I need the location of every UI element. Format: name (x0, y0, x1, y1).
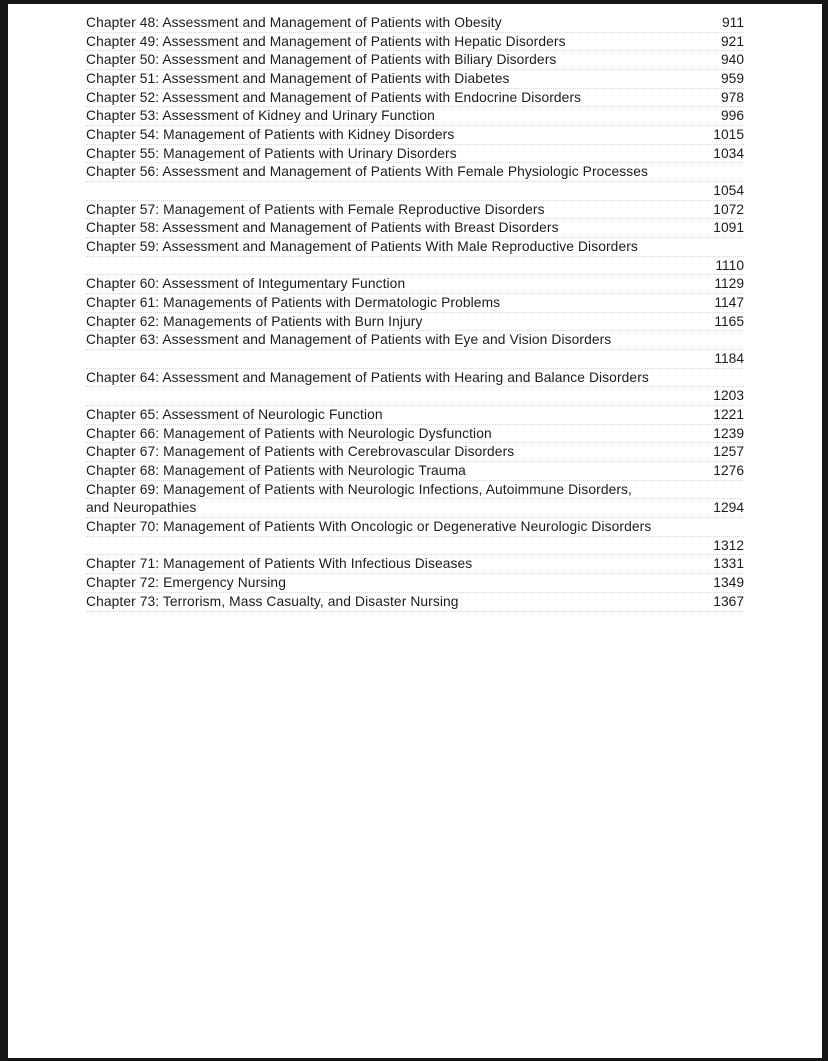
chapter-entry-text: Chapter 56: Assessment and Management of Patients With Female Physiologic Processes (86, 164, 648, 180)
chapter-entry-text: Chapter 65: Assessment of Neurologic Function (86, 407, 383, 423)
chapter-entry-text: Chapter 60: Assessment of Integumentary Function (86, 276, 406, 292)
toc-row (86, 555, 744, 574)
toc-row (86, 257, 744, 276)
page-number: 1276 (713, 463, 744, 479)
toc-row (86, 70, 744, 89)
toc-row (86, 537, 744, 556)
toc-row (86, 593, 744, 612)
chapter-entry-text: Chapter 73: Terrorism, Mass Casualty, and Disaster Nursing (86, 593, 459, 609)
page-number: 1054 (713, 183, 744, 199)
chapter-entry-text: Chapter 69: Management of Patients with Neurologic Infections, Autoimmune Disorders, (86, 481, 632, 497)
chapter-entry-text: Chapter 66: Management of Patients with Neurologic Dysfunction (86, 425, 492, 441)
chapter-entry-text: Chapter 57: Management of Patients with Female Reproductive Disorders (86, 201, 545, 217)
page-number: 1367 (713, 593, 744, 609)
page-number: 1331 (713, 556, 744, 572)
toc-row (86, 387, 744, 406)
page-number: 1221 (713, 407, 744, 423)
toc-row (86, 443, 744, 462)
page-number: 1034 (713, 145, 744, 161)
chapter-entry-text: Chapter 63: Assessment and Management of Patients with Eye and Vision Disorders (86, 332, 612, 348)
page-number: 978 (720, 89, 744, 105)
page-number: 1257 (713, 444, 744, 460)
toc-row (86, 126, 744, 145)
page-number: 996 (720, 108, 744, 124)
toc-row (86, 518, 744, 537)
chapter-entry-text: Chapter 71: Management of Patients With Infectious Diseases (86, 556, 473, 572)
chapter-entry-text: Chapter 48: Assessment and Management of Patients with Obesity (86, 15, 502, 30)
toc-row (86, 201, 744, 220)
toc-row (86, 425, 744, 444)
table-of-contents (86, 14, 744, 612)
toc-row (86, 462, 744, 481)
chapter-entry-text: Chapter 53: Assessment of Kidney and Urinary Function (86, 108, 435, 124)
page-number: 1072 (713, 201, 744, 217)
chapter-entry-text: Chapter 62: Managements of Patients with Burn Injury (86, 313, 423, 329)
toc-row (86, 145, 744, 164)
page-number: 1239 (713, 425, 744, 441)
chapter-entry-text: Chapter 68: Management of Patients with Neurologic Trauma (86, 463, 466, 479)
chapter-entry-text: Chapter 64: Assessment and Management of Patients with Hearing and Balance Disorders (86, 369, 649, 385)
page-number: 959 (720, 71, 744, 87)
toc-row (86, 275, 744, 294)
page-number: 1312 (713, 537, 744, 553)
toc-row (86, 499, 744, 518)
toc-row (86, 219, 744, 238)
chapter-entry-text: Chapter 70: Management of Patients With Oncologic or Degenerative Neurologic Disorders (86, 519, 652, 535)
toc-row (86, 182, 744, 201)
page-number: 940 (720, 52, 744, 68)
page-number: 1015 (713, 127, 744, 143)
chapter-entry-text: and Neuropathies (86, 500, 197, 516)
toc-row (86, 238, 744, 257)
chapter-entry-text: Chapter 51: Assessment and Management of Patients with Diabetes (86, 71, 510, 87)
toc-row (86, 481, 744, 500)
chapter-entry-text: Chapter 55: Management of Patients with Urinary Disorders (86, 145, 457, 161)
page-number: 1110 (715, 257, 744, 273)
toc-row (86, 331, 744, 350)
chapter-entry-text: Chapter 72: Emergency Nursing (86, 575, 286, 591)
chapter-entry-text: Chapter 67: Management of Patients with Cerebrovascular Disorders (86, 444, 515, 460)
toc-row (86, 294, 744, 313)
toc-row (86, 51, 744, 70)
page-number: 921 (720, 33, 744, 49)
toc-row (86, 14, 744, 33)
page-number: 1294 (713, 500, 744, 516)
chapter-entry-text: Chapter 61: Managements of Patients with Dermatologic Problems (86, 295, 501, 311)
toc-row (86, 33, 744, 52)
toc-row (86, 350, 744, 369)
page-number: 1184 (714, 351, 744, 367)
page-number: 1203 (713, 388, 744, 404)
toc-row (86, 107, 744, 126)
toc-row (86, 163, 744, 182)
chapter-entry-text: Chapter 54: Management of Patients with Kidney Disorders (86, 127, 455, 143)
chapter-entry-text: Chapter 50: Assessment and Management of Patients with Biliary Disorders (86, 52, 557, 68)
page-number: 1147 (714, 295, 744, 311)
page-number: 911 (722, 15, 744, 30)
chapter-entry-text: Chapter 59: Assessment and Management of Patients With Male Reproductive Disorders (86, 239, 638, 255)
toc-row (86, 313, 744, 332)
page-number: 1349 (713, 575, 744, 591)
toc-row (86, 369, 744, 388)
document-page (8, 4, 822, 1058)
toc-row (86, 574, 744, 593)
page-number: 1165 (714, 313, 744, 329)
chapter-entry-text: Chapter 49: Assessment and Management of Patients with Hepatic Disorders (86, 33, 566, 49)
page-number: 1091 (713, 220, 744, 236)
chapter-entry-text: Chapter 58: Assessment and Management of Patients with Breast Disorders (86, 220, 559, 236)
page-number: 1129 (714, 276, 744, 292)
toc-row (86, 89, 744, 108)
chapter-entry-text: Chapter 52: Assessment and Management of Patients with Endocrine Disorders (86, 89, 582, 105)
toc-row (86, 406, 744, 425)
